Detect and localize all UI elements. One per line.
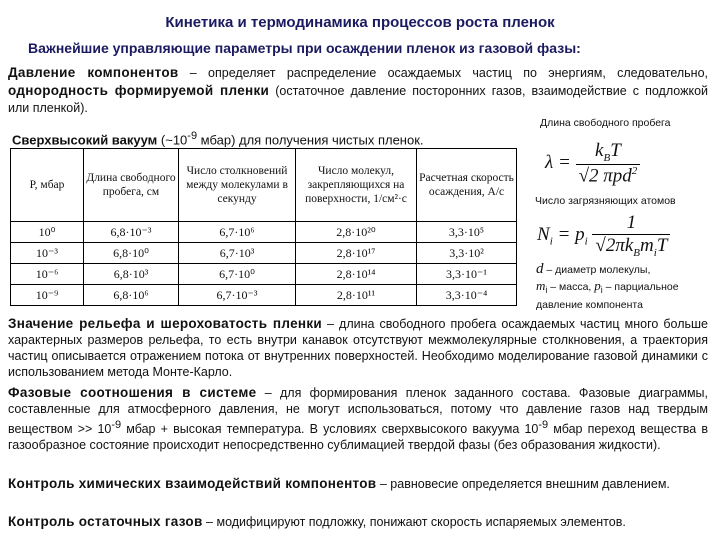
table-header-cell: Число столкновений между молекулами в секунду xyxy=(179,149,296,222)
contam-eq-sub: i xyxy=(584,235,588,248)
table-cell: 6,8·10⁻³ xyxy=(84,222,179,243)
table-row xyxy=(11,285,517,306)
table-header-cell: Расчетная скорость осаждения, А/с xyxy=(417,149,517,222)
page-subtitle: Важнейшие управляющие параметры при осаждении пленок из газовой фазы: xyxy=(28,40,581,56)
uhv-exponent: -9 xyxy=(187,130,198,142)
pressure-heading-2: однородность формируемой пленки xyxy=(8,83,270,98)
table-cell: 2,8·10²⁰ xyxy=(296,222,417,243)
uhv-heading: Сверхвысокий вакуум xyxy=(12,132,158,148)
table-cell: 6,7·10⁻³ xyxy=(179,285,296,306)
legend-m-text: – масса, xyxy=(547,281,595,293)
legend-d-text: – диаметр молекулы, xyxy=(543,264,651,276)
table-row xyxy=(11,222,517,243)
relief-paragraph xyxy=(8,316,708,380)
table-header-cell: Длина свободного пробега, см xyxy=(84,149,179,222)
table-cell: 6,7·10⁰ xyxy=(179,264,296,285)
table-header-cell: Число молекул, закрепляющихся на поверхности, 1/см²·с xyxy=(296,149,417,222)
contam-lhs: N xyxy=(537,223,550,245)
phase-heading: Фазовые соотношения в системе xyxy=(8,385,257,400)
table-cell: 6,8·10⁰ xyxy=(84,243,179,264)
contam-den: √2πk xyxy=(595,235,634,256)
legend-p-text: – парциальное давление компонента xyxy=(536,281,679,312)
table-cell: 10⁻⁹ xyxy=(11,285,84,306)
table-cell: 10⁰ xyxy=(11,222,84,243)
table-row xyxy=(11,243,517,264)
residual-heading: Контроль остаточных газов xyxy=(8,514,203,529)
contam-lhs-sub: i xyxy=(549,235,553,248)
mfp-num-tail: T xyxy=(610,140,621,161)
mfp-label: Длина свободного пробега xyxy=(540,117,671,129)
uhv-line xyxy=(12,130,424,147)
legend-d-symbol: d xyxy=(536,261,544,277)
contam-fraction: $\frac{1}{√2\pi k_Bm_iT}$ xyxy=(592,212,670,259)
legend-m-symbol: m xyxy=(536,278,546,293)
phase-paragraph xyxy=(8,385,708,453)
legend-m-sub: i xyxy=(545,285,548,296)
phase-exponent-1: -9 xyxy=(111,419,122,431)
uhv-text-post: мбар) для получения чистых пленок. xyxy=(197,132,424,148)
table-cell: 3,3·10⁻¹ xyxy=(417,264,517,285)
table-cell: 3,3·10² xyxy=(417,243,517,264)
contam-label: Число загрязняющих атомов xyxy=(535,195,676,207)
chem-heading: Контроль химических взаимодействий компонентов xyxy=(8,476,377,491)
contam-den-m-sub: i xyxy=(653,246,657,259)
residual-paragraph xyxy=(8,514,708,530)
phase-text-3: мбар переход вещества в газообразное состояние происходит непосредственно сублимацией твердой фазы (без образования жидкости). xyxy=(8,422,708,453)
table-cell: 2,8·10¹⁴ xyxy=(296,264,417,285)
mfp-formula-fraction xyxy=(576,140,641,187)
table-cell: 6,7·10³ xyxy=(179,243,296,264)
chem-paragraph xyxy=(8,476,708,492)
pressure-paragraph xyxy=(8,64,708,117)
table-header-cell: P, мбар xyxy=(11,149,84,222)
kinetics-table xyxy=(10,148,517,306)
table-cell: 10⁻⁶ xyxy=(11,264,84,285)
pressure-text-2: (остаточное давление посторонних газов, взаимодействие с подложкой или пленкой). xyxy=(8,84,709,115)
mfp-num: k xyxy=(595,140,604,161)
mfp-den-sup: 2 xyxy=(631,164,638,177)
pressure-text-1: – определяет распределение осаждаемых частиц по энергиям, следовательно, xyxy=(178,66,708,80)
table-cell: 2,8·10¹⁷ xyxy=(296,243,417,264)
table-cell: 2,8·10¹¹ xyxy=(296,285,417,306)
mfp-formula xyxy=(545,140,640,187)
relief-text: – длина свободного пробега осаждаемых частиц много больше характерных размеров рельефа, то есть внутри канавок отсутствуют межмолекулярные столкновения, а траектория частиц описывается отражением потока от внутренних поверхностей. Необходимо моделирование газовой динамики с использованием метода Монте-Карло. xyxy=(8,317,708,379)
table-cell: 10⁻³ xyxy=(11,243,84,264)
legend-p-symbol: p xyxy=(594,278,601,293)
pressure-heading: Давление компонентов xyxy=(8,65,179,80)
table-cell: 3,3·10⁻⁴ xyxy=(417,285,517,306)
contam-den-sub: B xyxy=(633,246,641,259)
contam-formula xyxy=(537,212,670,259)
relief-heading: Значение рельефа и шероховатость пленки xyxy=(8,316,322,331)
table-cell: 6,8·10³ xyxy=(84,264,179,285)
legend-p-sub: i xyxy=(600,285,603,296)
page-title: Кинетика и термодинамика процессов роста пленок xyxy=(165,14,555,31)
table-cell: 6,8·10⁶ xyxy=(84,285,179,306)
phase-text-1: – для формирования пленок заданного состава. Фазовые диаграммы, составленные для атмосферного давления, не могут использоваться, потому что давление газов над твердым веществом >> 10 xyxy=(8,386,709,437)
phase-exponent-2: -9 xyxy=(538,419,549,431)
formula-legend xyxy=(536,262,716,313)
table-header-row xyxy=(11,149,517,222)
table-row xyxy=(11,264,517,285)
table-cell: 3,3·10⁵ xyxy=(417,222,517,243)
contam-den-tail: T xyxy=(656,235,668,256)
phase-text-2: мбар + высокая температура. В условиях сверхвысокого вакуума 10 xyxy=(121,422,539,437)
contam-eq: = p xyxy=(552,223,585,245)
chem-text: – равновесие определяется внешним давлением. xyxy=(376,477,670,491)
mfp-den: √2 πpd xyxy=(578,165,632,187)
contam-den-m: m xyxy=(640,235,654,256)
table-cell: 6,7·10⁶ xyxy=(179,222,296,243)
uhv-text-pre: (~10 xyxy=(157,132,188,148)
mfp-num-sub: B xyxy=(603,151,611,164)
residual-text: – модифицируют подложку, понижают скорость испаряемых элементов. xyxy=(202,515,626,529)
mfp-formula-lhs: λ = xyxy=(545,151,571,173)
